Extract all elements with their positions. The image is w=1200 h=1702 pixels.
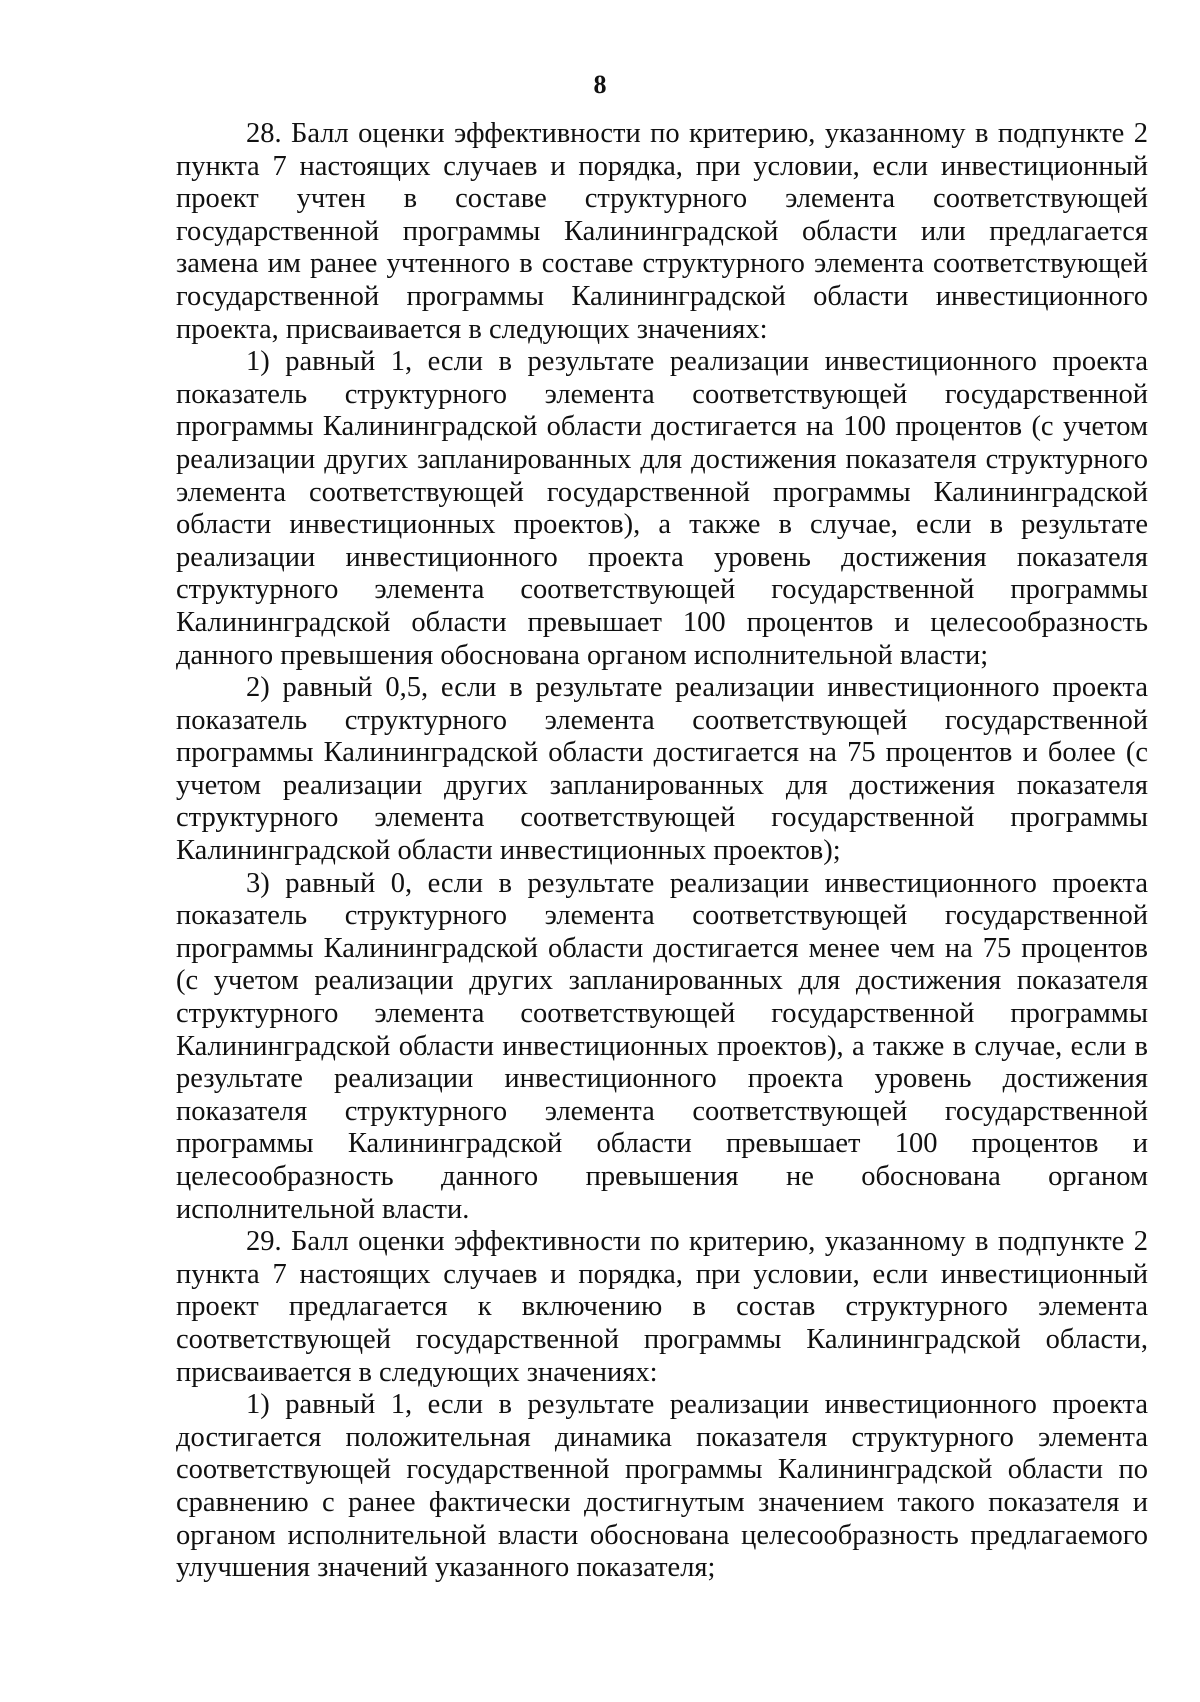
- paragraph-29: 29. Балл оценки эффективности по критерию, указанному в подпункте 2 пункта 7 настоящих случаев и порядка, при условии, если инвестиционный проект предлагается к включению в состав структурного элемента соответствующей государственной программы Калининградской области, присваивается в следующих значениях:: [176, 1226, 1148, 1388]
- paragraph-29-item-1: 1) равный 1, если в результате реализации инвестиционного проекта достигается положительная динамика показателя структурного элемента соответствующей государственной программы Калининградской области по сравнению с ранее фактически достигнутым значением такого показателя и органом исполнительной власти обоснована целесообразность предлагаемого улучшения значений указанного показателя;: [176, 1389, 1148, 1584]
- paragraph-28-item-2: 2) равный 0,5, если в результате реализации инвестиционного проекта показатель структурного элемента соответствующей государственной программы Калининградской области достигается на 75 процентов и более (с учетом реализации других запланированных для достижения показателя структурного элемента соответствующей государственной программы Калининградской области инвестиционных проектов);: [176, 672, 1148, 867]
- paragraph-28: 28. Балл оценки эффективности по критерию, указанному в подпункте 2 пункта 7 настоящих случаев и порядка, при условии, если инвестиционный проект учтен в составе структурного элемента соответствующей государственной программы Калининградской области или предлагается замена им ранее учтенного в составе структурного элемента соответствующей государственной программы Калининградской области инвестиционного проекта, присваивается в следующих значениях:: [176, 118, 1148, 345]
- page-number: 8: [593, 70, 607, 99]
- paragraph-28-item-3: 3) равный 0, если в результате реализации инвестиционного проекта показатель структурного элемента соответствующей государственной программы Калининградской области достигается менее чем на 75 процентов (с учетом реализации других запланированных для достижения показателя структурного элемента соответствующей государственной программы Калининградской области инвестиционных проектов), а также в случае, если в результате реализации инвестиционного проекта уровень достижения показателя структурного элемента соответствующей государственной программы Калининградской области превышает 100 процентов и целесообразность данного превышения не обоснована органом исполнительной власти.: [176, 867, 1148, 1225]
- document-body: [176, 118, 1148, 1585]
- paragraph-28-item-1: 1) равный 1, если в результате реализации инвестиционного проекта показатель структурного элемента соответствующей государственной программы Калининградской области достигается на 100 процентов (с учетом реализации других запланированных для достижения показателя структурного элемента соответствующей государственной программы Калининградской области инвестиционных проектов), а также в случае, если в результате реализации инвестиционного проекта уровень достижения показателя структурного элемента соответствующей государственной программы Калининградской области превышает 100 процентов и целесообразность данного превышения обоснована органом исполнительной власти;: [176, 346, 1148, 671]
